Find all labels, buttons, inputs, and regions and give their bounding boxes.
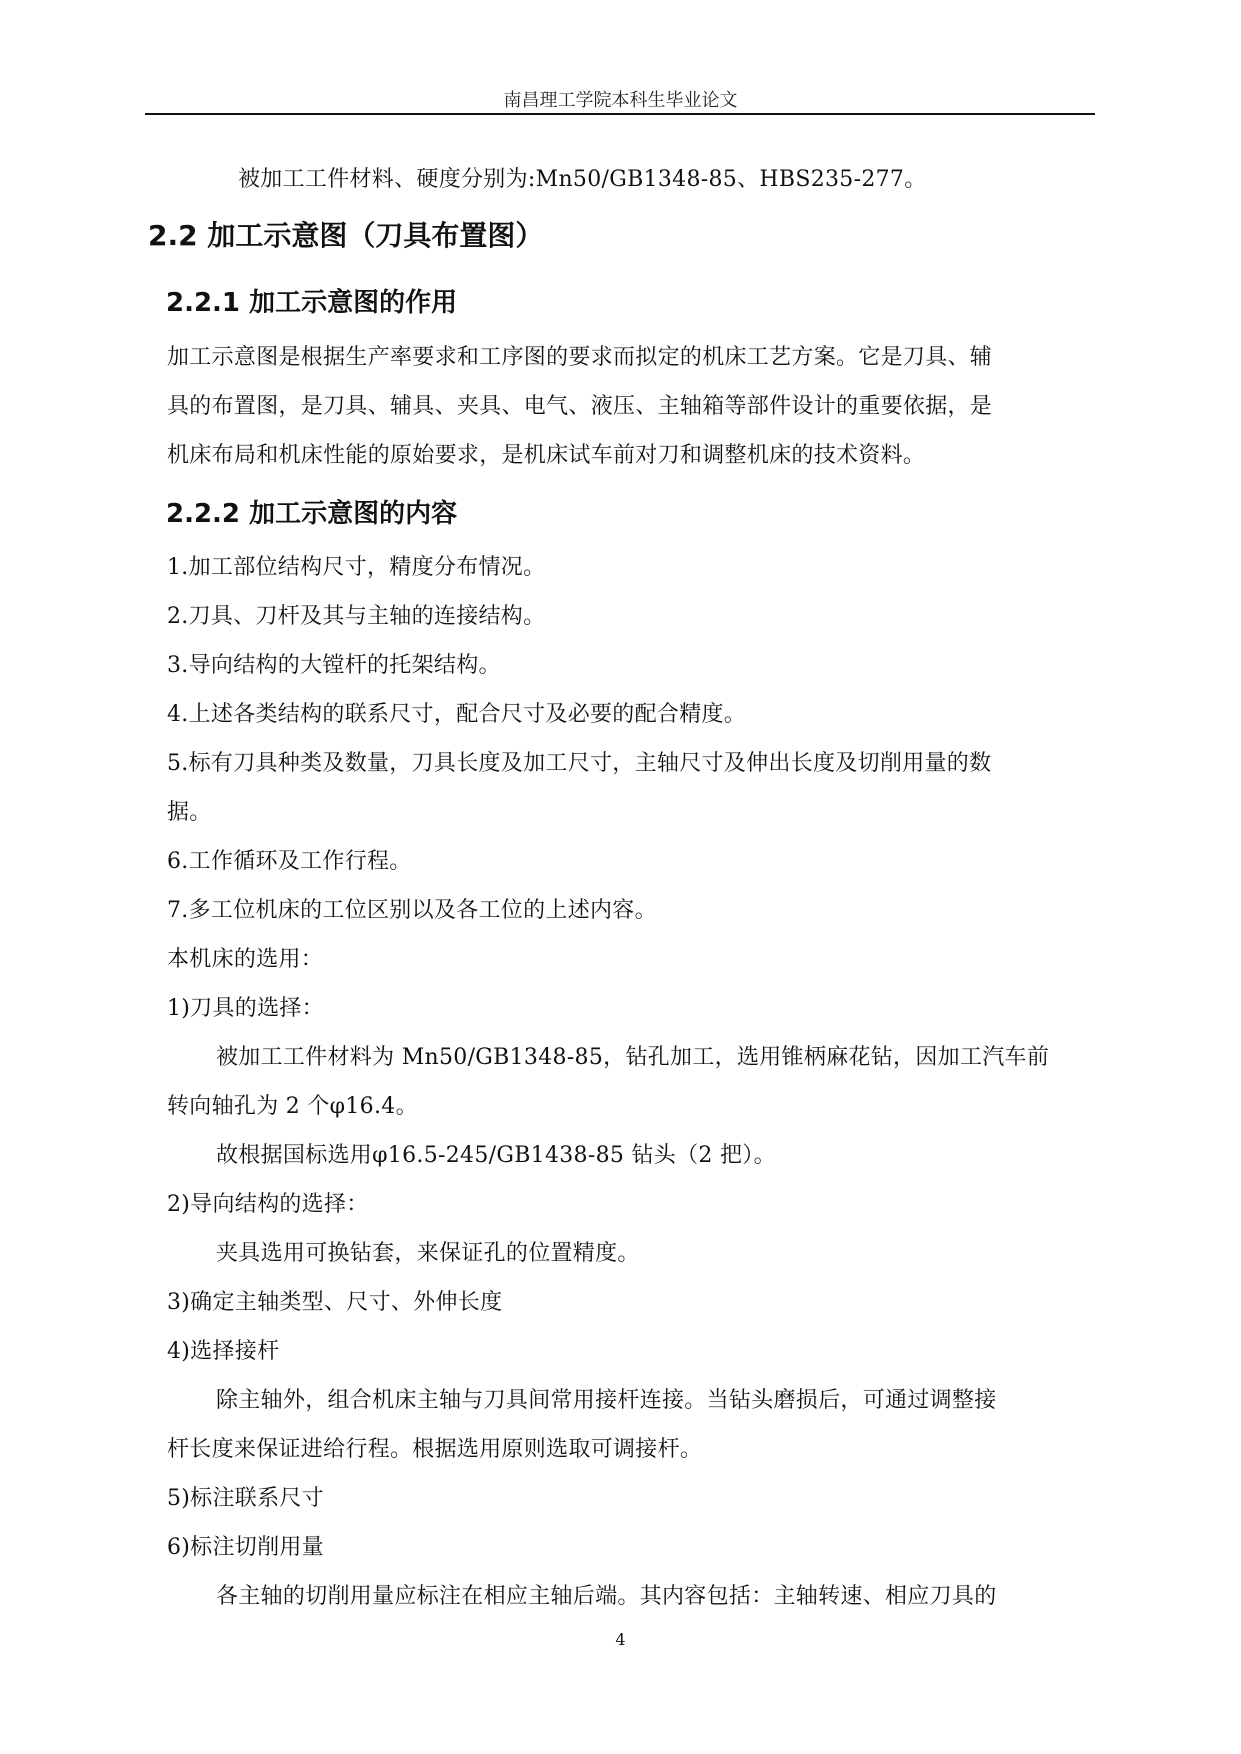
paragraph-line: 除主轴外，组合机床主轴与刀具间常用接杆连接。当钻头磨损后，可通过调整接 bbox=[216, 1388, 997, 1413]
list-item: 7.多工位机床的工位区别以及各工位的上述内容。 bbox=[167, 898, 657, 923]
paragraph-line: 被加工工件材料为 Mn50/GB1348-85，钻孔加工，选用锥柄麻花钻，因加工汽车前 bbox=[216, 1045, 1050, 1070]
subsection-heading: 2.2.2 加工示意图的内容 bbox=[166, 499, 458, 529]
paragraph-line: 故根据国标选用φ16.5-245/GB1438-85 钻头（2 把）。 bbox=[216, 1143, 776, 1168]
list-item: 6.工作循环及工作行程。 bbox=[167, 849, 412, 874]
paragraph-line: 转向轴孔为 2 个φ16.4。 bbox=[167, 1094, 418, 1119]
paragraph-line: 杆长度来保证进给行程。根据选用原则选取可调接杆。 bbox=[167, 1437, 703, 1462]
paragraph-line: 具的布置图，是刀具、辅具、夹具、电气、液压、主轴箱等部件设计的重要依据，是 bbox=[167, 394, 993, 419]
list-item: 5)标注联系尺寸 bbox=[167, 1486, 324, 1511]
list-item: 据。 bbox=[167, 800, 212, 825]
list-item: 4.上述各类结构的联系尺寸，配合尺寸及必要的配合精度。 bbox=[167, 702, 747, 727]
list-item: 1)刀具的选择： bbox=[167, 996, 324, 1021]
header-rule bbox=[145, 113, 1095, 115]
paragraph-line: 夹具选用可换钻套，来保证孔的位置精度。 bbox=[216, 1241, 640, 1266]
list-item: 2)导向结构的选择： bbox=[167, 1192, 369, 1217]
paragraph-line: 本机床的选用： bbox=[167, 947, 324, 972]
paragraph-line: 被加工工件材料、硬度分别为:Mn50/GB1348-85、HBS235-277。 bbox=[238, 167, 927, 192]
paragraph-line: 各主轴的切削用量应标注在相应主轴后端。其内容包括：主轴转速、相应刀具的 bbox=[216, 1584, 997, 1609]
list-item: 2.刀具、刀杆及其与主轴的连接结构。 bbox=[167, 604, 546, 629]
list-item: 3)确定主轴类型、尺寸、外伸长度 bbox=[167, 1290, 503, 1315]
list-item: 3.导向结构的大镗杆的托架结构。 bbox=[167, 653, 501, 678]
list-item: 1.加工部位结构尺寸，精度分布情况。 bbox=[167, 555, 546, 580]
page-number: 4 bbox=[615, 1630, 626, 1649]
list-item: 6)标注切削用量 bbox=[167, 1535, 324, 1560]
paragraph-line: 机床布局和机床性能的原始要求，是机床试车前对刀和调整机床的技术资料。 bbox=[167, 443, 926, 468]
list-item: 4)选择接杆 bbox=[167, 1339, 280, 1364]
list-item: 5.标有刀具种类及数量，刀具长度及加工尺寸，主轴尺寸及伸出长度及切削用量的数 bbox=[167, 751, 992, 776]
section-heading: 2.2 加工示意图（刀具布置图） bbox=[148, 219, 544, 252]
paragraph-line: 加工示意图是根据生产率要求和工序图的要求而拟定的机床工艺方案。它是刀具、辅 bbox=[167, 345, 993, 370]
subsection-heading: 2.2.1 加工示意图的作用 bbox=[166, 288, 458, 318]
page-header: 南昌理工学院本科生毕业论文 bbox=[503, 90, 738, 111]
